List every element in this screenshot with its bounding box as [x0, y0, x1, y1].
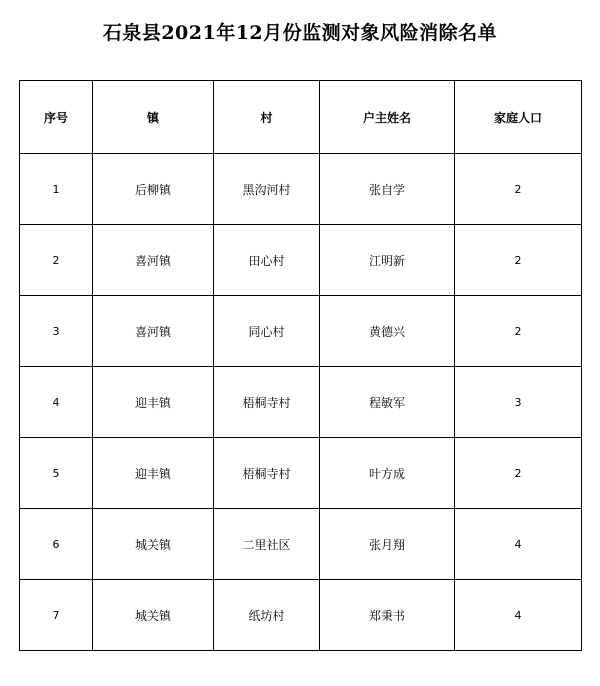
cell-household-size: 3: [455, 367, 582, 438]
cell-village: 黑沟河村: [214, 154, 320, 225]
cell-town: 城关镇: [93, 509, 214, 580]
cell-serial-number: 7: [20, 580, 93, 651]
cell-household-size: 2: [455, 438, 582, 509]
header-serial-number: 序号: [20, 81, 93, 154]
table-row: [20, 509, 582, 580]
table-header-row: [20, 81, 582, 154]
header-householder-name: 户主姓名: [320, 81, 455, 154]
cell-householder-name: 黄德兴: [320, 296, 455, 367]
cell-householder-name: 程敏军: [320, 367, 455, 438]
header-town: 镇: [93, 81, 214, 154]
cell-town: 城关镇: [93, 580, 214, 651]
cell-village: 梧桐寺村: [214, 438, 320, 509]
cell-village: 二里社区: [214, 509, 320, 580]
cell-serial-number: 1: [20, 154, 93, 225]
cell-household-size: 4: [455, 580, 582, 651]
cell-serial-number: 5: [20, 438, 93, 509]
cell-town: 迎丰镇: [93, 438, 214, 509]
table-row: [20, 296, 582, 367]
document-title: 石泉县2021年12月份监测对象风险消除名单: [102, 22, 498, 44]
header-village: 村: [214, 81, 320, 154]
cell-household-size: 2: [455, 296, 582, 367]
cell-household-size: 4: [455, 509, 582, 580]
cell-village: 梧桐寺村: [214, 367, 320, 438]
cell-village: 纸坊村: [214, 580, 320, 651]
table-row: [20, 580, 582, 651]
cell-householder-name: 江明新: [320, 225, 455, 296]
risk-elimination-table: [19, 80, 582, 651]
cell-household-size: 2: [455, 225, 582, 296]
cell-serial-number: 3: [20, 296, 93, 367]
cell-householder-name: 张月翔: [320, 509, 455, 580]
cell-householder-name: 张自学: [320, 154, 455, 225]
header-household-size: 家庭人口: [455, 81, 582, 154]
cell-household-size: 2: [455, 154, 582, 225]
cell-serial-number: 2: [20, 225, 93, 296]
cell-village: 田心村: [214, 225, 320, 296]
table-row: [20, 225, 582, 296]
cell-town: 喜河镇: [93, 225, 214, 296]
table-row: [20, 154, 582, 225]
cell-householder-name: 叶方成: [320, 438, 455, 509]
table-row: [20, 367, 582, 438]
cell-serial-number: 6: [20, 509, 93, 580]
cell-village: 同心村: [214, 296, 320, 367]
cell-householder-name: 郑秉书: [320, 580, 455, 651]
cell-town: 迎丰镇: [93, 367, 214, 438]
cell-serial-number: 4: [20, 367, 93, 438]
cell-town: 后柳镇: [93, 154, 214, 225]
cell-town: 喜河镇: [93, 296, 214, 367]
table-row: [20, 438, 582, 509]
